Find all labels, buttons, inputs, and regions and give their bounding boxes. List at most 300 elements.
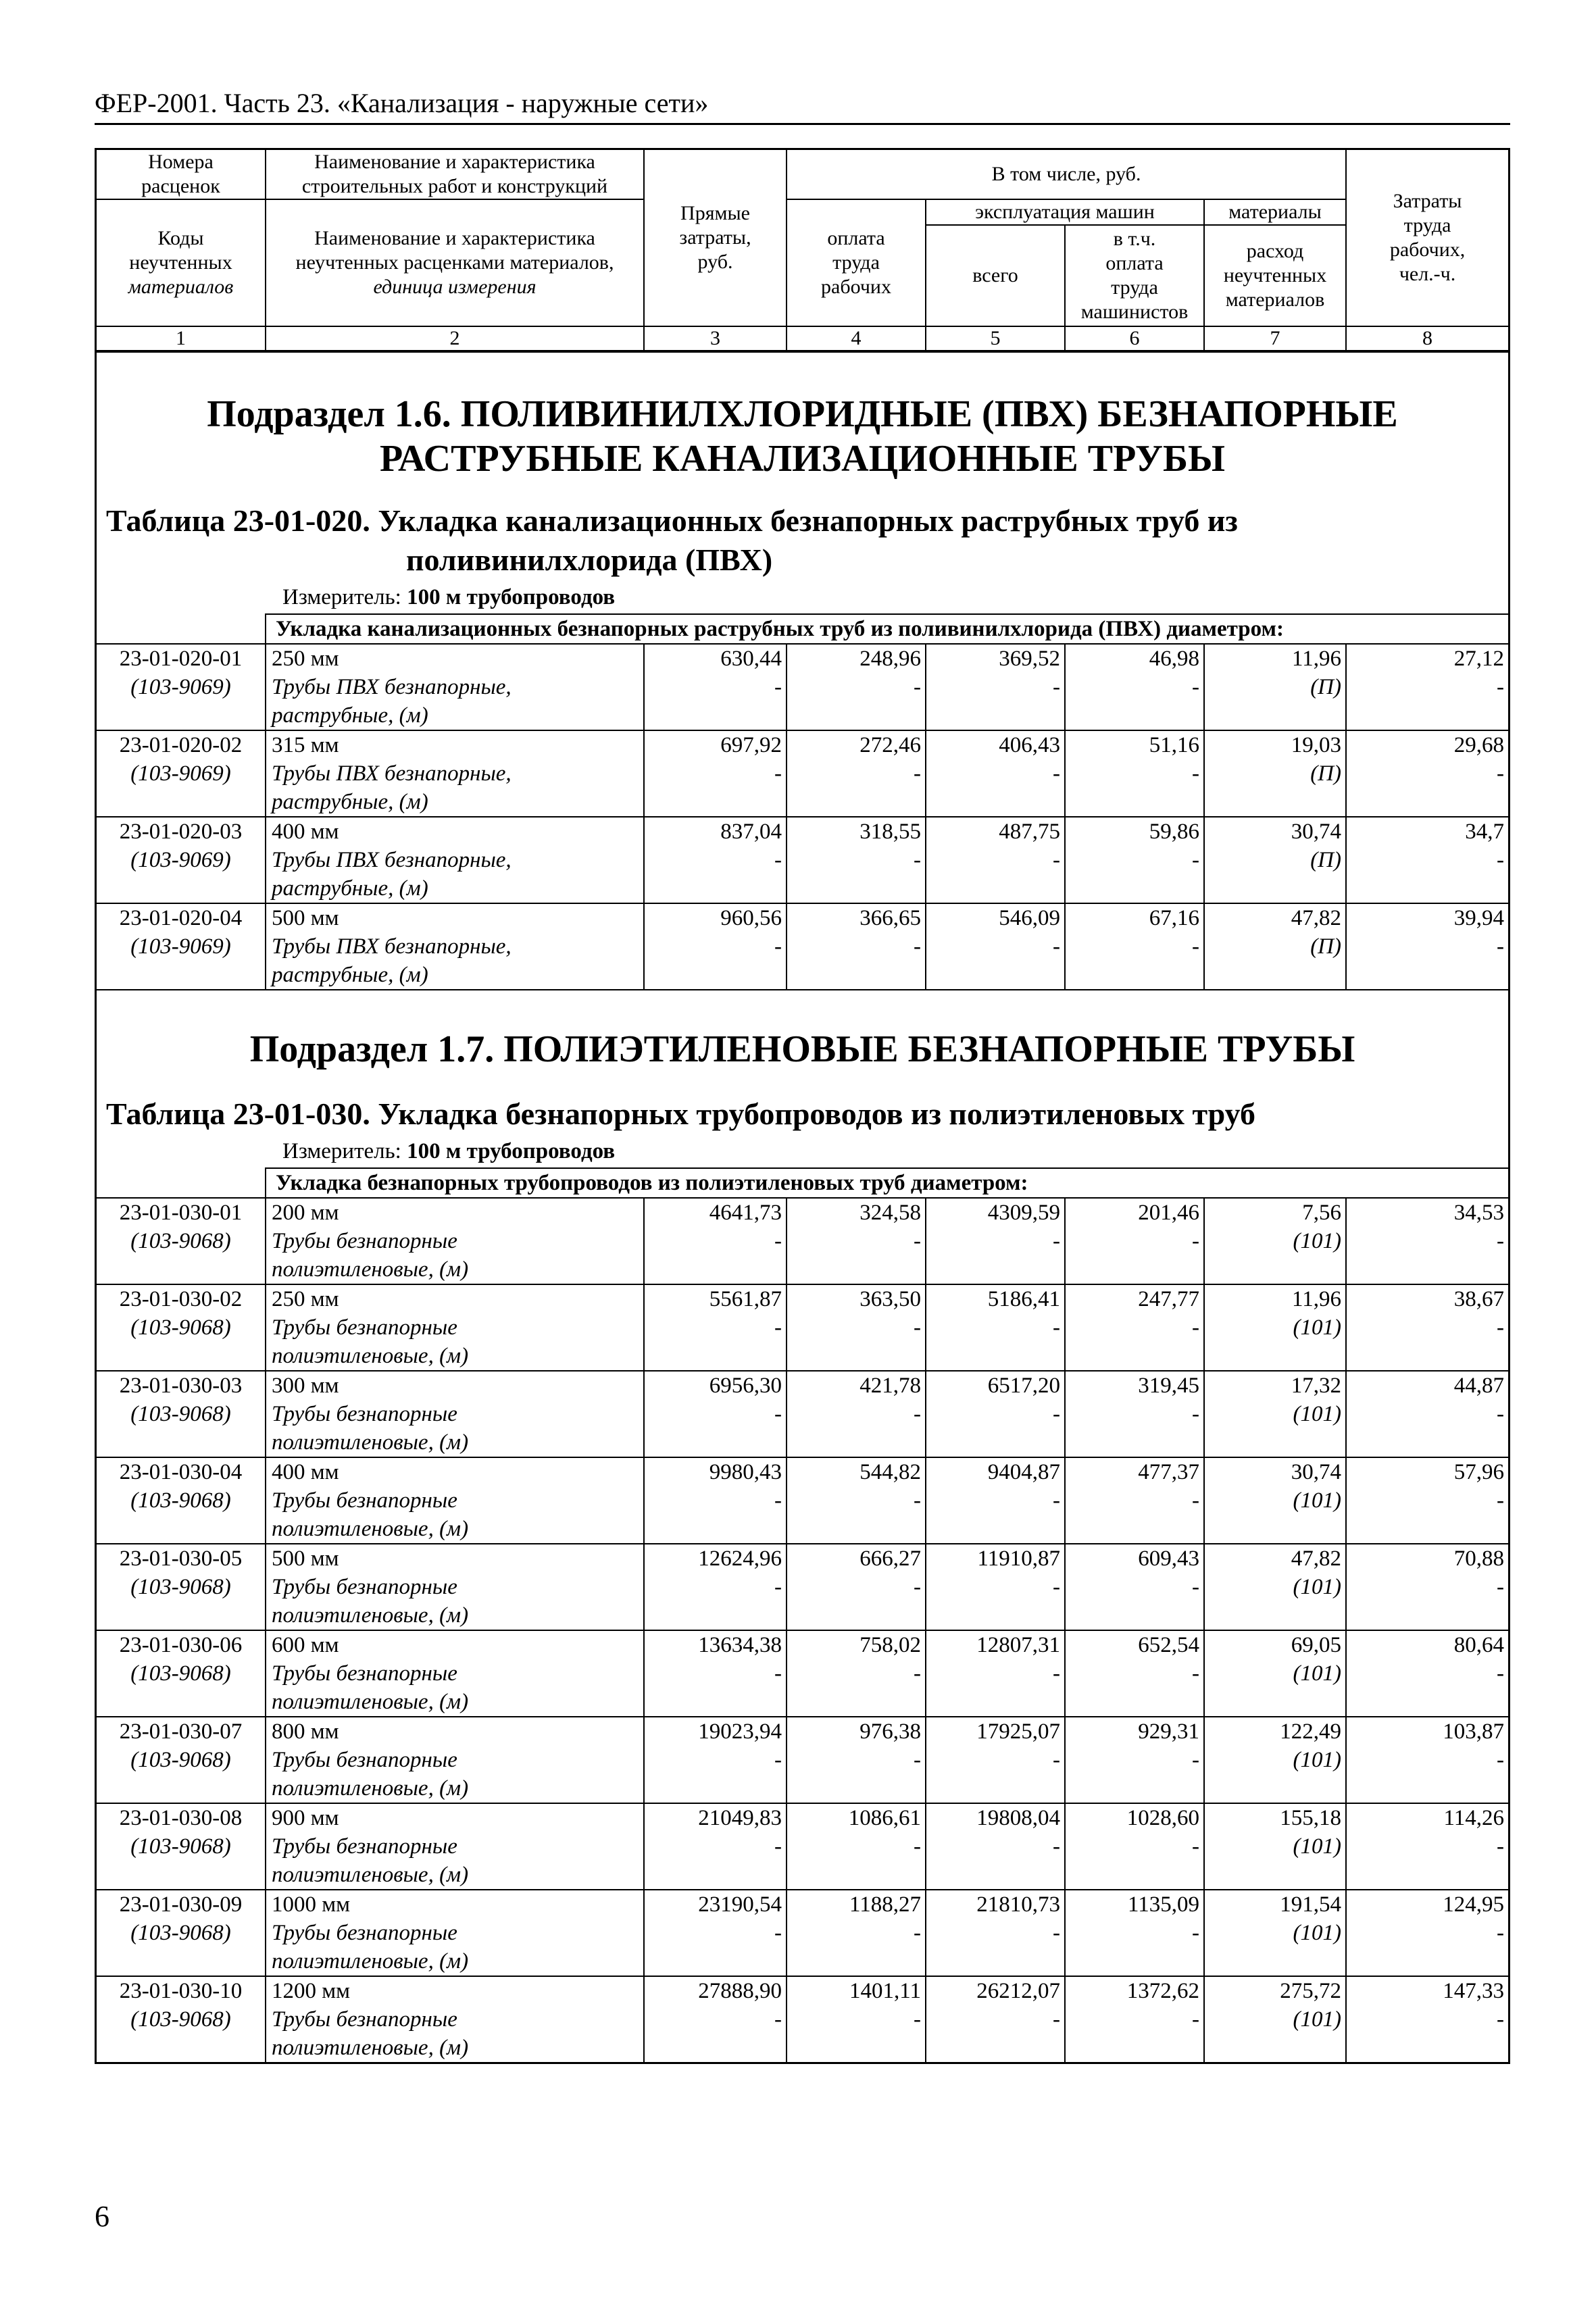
machines-total-value: 21810,73 [976,1892,1060,1917]
table-row [97,1890,1508,1976]
rate-code: 23-01-020-04 [119,906,243,930]
machinist-pay-value: 652,54 [1138,1633,1199,1657]
header-unaccounted-consumption: расход неучтенных материалов [1204,225,1346,326]
column-header [97,148,1508,351]
machines-total-value: 17925,07 [976,1719,1060,1744]
material-name-cont: полиэтиленовые, (м) [272,1344,469,1368]
table-row [97,1371,1508,1457]
machines-total-cell [926,903,1065,989]
dash: - [914,1834,921,1859]
materials-note: (101) [1293,2007,1341,2032]
rate-code: 23-01-030-09 [119,1892,243,1917]
rate-code: 23-01-030-02 [119,1287,243,1311]
direct-costs-value: 12624,96 [698,1546,782,1571]
material-name-cont: раструбные, (м) [272,876,428,901]
material-name: Трубы безнапорные [272,1229,457,1253]
dash: - [1497,1315,1504,1340]
rate-code: 23-01-030-03 [119,1374,243,1398]
work-name-cell [266,1284,644,1371]
direct-costs-cell [644,1976,787,2062]
labor-pay-value: 1401,11 [849,1979,921,2003]
dash: - [1497,1661,1504,1686]
diameter: 250 мм [272,647,339,671]
dash: - [774,848,782,872]
labor-pay-cell [787,1371,926,1457]
table-row [97,1284,1508,1371]
header-machinist-pay: в т.ч. оплата труда машинистов [1065,225,1204,326]
diameter: 400 мм [272,820,339,844]
rate-code: 23-01-030-04 [119,1460,243,1484]
header-work-name: Наименование и характеристика строительных работ и конструкций [266,149,644,200]
labor-costs-value: 39,94 [1453,906,1505,930]
machines-total-cell [926,1198,1065,1284]
machinist-pay-cell [1065,1630,1204,1717]
machinist-pay-value: 201,46 [1138,1201,1199,1225]
direct-costs-cell [644,1198,787,1284]
dash: - [1053,1402,1060,1426]
header-unaccounted-codes: Коды неучтенных материалов [97,199,266,326]
labor-pay-cell [787,903,926,989]
dash: - [1053,934,1060,959]
machines-total-value: 26212,07 [976,1979,1060,2003]
machinist-pay-value: 929,31 [1138,1719,1199,1744]
dash: - [1497,1575,1504,1599]
material-name: Трубы безнапорные [272,1575,457,1599]
rate-code-cell [97,644,266,730]
machinist-pay-cell [1065,1803,1204,1890]
dash: - [1497,2007,1504,2032]
direct-costs-cell [644,1630,787,1717]
column-number: 2 [266,326,644,351]
rate-code-cell [97,1717,266,1803]
dash: - [914,675,921,699]
labor-costs-value: 34,53 [1453,1201,1504,1225]
column-number: 6 [1065,326,1204,351]
dash: - [914,1575,921,1599]
labor-costs-value: 34,7 [1465,820,1505,844]
labor-costs-cell [1346,1284,1508,1371]
material-name: Трубы безнапорные [272,2007,457,2032]
materials-note: (101) [1293,1575,1341,1599]
material-name-cont: полиэтиленовые, (м) [272,1690,469,1714]
dash: - [1053,675,1060,699]
materials-note: (101) [1293,1402,1341,1426]
material-name-cont: полиэтиленовые, (м) [272,1430,469,1455]
materials-note: (101) [1293,1229,1341,1253]
direct-costs-cell [644,817,787,903]
materials-note: (П) [1310,675,1341,699]
rate-code-cell [97,903,266,989]
material-name: Трубы ПВХ безнапорные, [272,761,512,786]
rate-table-frame [95,148,1510,2064]
direct-costs-cell [644,1544,787,1630]
rate-code: 23-01-020-02 [119,733,243,757]
machines-total-value: 406,43 [999,733,1060,757]
table-row [97,644,1508,730]
material-name: Трубы безнапорные [272,1748,457,1772]
diameter: 400 мм [272,1460,339,1484]
dash: - [1192,934,1199,959]
labor-costs-cell [1346,1457,1508,1544]
diameter: 800 мм [272,1719,339,1744]
machines-total-cell [926,1803,1065,1890]
material-code: (103-9069) [130,848,231,872]
direct-costs-value: 6956,30 [709,1374,782,1398]
materials-note: (101) [1293,1661,1341,1686]
table-row [97,1976,1508,2062]
dash: - [774,761,782,786]
labor-pay-cell [787,1284,926,1371]
material-name: Трубы ПВХ безнапорные, [272,934,512,959]
dash: - [1497,1402,1504,1426]
materials-value: 11,96 [1291,647,1341,671]
dash: - [914,1402,921,1426]
column-number: 4 [787,326,926,351]
materials-value: 7,56 [1302,1201,1341,1225]
labor-costs-value: 114,26 [1443,1806,1504,1830]
dash: - [774,934,782,959]
section-title: Подраздел 1.7. ПОЛИЭТИЛЕНОВЫЕ БЕЗНАПОРНЫЕ ТРУБЫ [97,989,1508,1095]
dash: - [914,1921,921,1945]
materials-value: 19,03 [1291,733,1341,757]
direct-costs-value: 960,56 [720,906,782,930]
direct-costs-value: 27888,90 [698,1979,782,2003]
column-number: 8 [1346,326,1508,351]
dash: - [914,1315,921,1340]
labor-costs-cell [1346,1371,1508,1457]
labor-pay-value: 666,27 [859,1546,921,1571]
dash: - [1192,1315,1199,1340]
rate-code: 23-01-030-05 [119,1546,243,1571]
table-row [97,1717,1508,1803]
labor-costs-value: 38,67 [1453,1287,1504,1311]
machines-total-value: 6517,20 [987,1374,1060,1398]
material-name: Трубы безнапорные [272,1921,457,1945]
labor-costs-cell [1346,1890,1508,1976]
material-name-cont: полиэтиленовые, (м) [272,1257,469,1282]
dash: - [914,761,921,786]
dash: - [1192,1575,1199,1599]
materials-cell [1204,1544,1346,1630]
labor-costs-value: 80,64 [1453,1633,1504,1657]
labor-costs-cell [1346,1630,1508,1717]
labor-pay-value: 758,02 [859,1633,921,1657]
machinist-pay-value: 1372,62 [1126,1979,1199,2003]
material-code: (103-9068) [130,1921,231,1945]
diameter: 300 мм [272,1374,339,1398]
material-code: (103-9068) [130,1315,231,1340]
labor-pay-cell [787,1198,926,1284]
material-name: Трубы безнапорные [272,1661,457,1686]
materials-cell [1204,644,1346,730]
material-code: (103-9069) [130,675,231,699]
labor-pay-value: 272,46 [859,733,921,757]
rate-code: 23-01-030-01 [119,1201,243,1225]
material-code: (103-9068) [130,1402,231,1426]
work-name-cell [266,730,644,817]
rate-code-cell [97,1198,266,1284]
material-name: Трубы безнапорные [272,1834,457,1859]
dash: - [774,1402,782,1426]
material-code: (103-9068) [130,2007,231,2032]
material-code: (103-9069) [130,761,231,786]
dash: - [1192,1834,1199,1859]
table-subcaption: Укладка канализационных безнапорных раструбных труб из поливинилхлорида (ПВХ) диаметром: [266,614,1508,644]
material-name: Трубы безнапорные [272,1488,457,1513]
dash: - [774,1748,782,1772]
work-name-cell [266,903,644,989]
rate-code-cell [97,1544,266,1630]
materials-note: (101) [1293,1748,1341,1772]
machines-total-cell [926,644,1065,730]
materials-cell [1204,1717,1346,1803]
labor-costs-cell [1346,730,1508,817]
machinist-pay-value: 1135,09 [1127,1892,1199,1917]
materials-value: 122,49 [1280,1719,1341,1744]
direct-costs-value: 630,44 [720,647,782,671]
dash: - [774,1661,782,1686]
rate-code-cell [97,1630,266,1717]
dash: - [774,1315,782,1340]
dash: - [1053,1661,1060,1686]
column-number: 5 [926,326,1065,351]
machines-total-cell [926,1890,1065,1976]
dash: - [914,2007,921,2032]
direct-costs-cell [644,1284,787,1371]
labor-pay-value: 1086,61 [848,1806,921,1830]
labor-costs-cell [1346,1803,1508,1890]
labor-pay-cell [787,1976,926,2062]
table-title: Таблица 23-01-030. Укладка безнапорных трубопроводов из полиэтиленовых труб [106,1097,1255,1131]
material-name-cont: раструбные, (м) [272,963,428,987]
labor-pay-value: 248,96 [859,647,921,671]
machines-total-cell [926,1371,1065,1457]
materials-value: 275,72 [1280,1979,1341,2003]
dash: - [914,1488,921,1513]
table-row [97,903,1508,989]
materials-value: 11,96 [1291,1287,1341,1311]
materials-cell [1204,817,1346,903]
dash: - [1497,1229,1504,1253]
labor-pay-value: 318,55 [859,820,921,844]
machinist-pay-cell [1065,817,1204,903]
direct-costs-cell [644,903,787,989]
machinist-pay-value: 319,45 [1138,1374,1199,1398]
rate-code-cell [97,1284,266,1371]
material-code: (103-9068) [130,1575,231,1599]
rate-code-cell [97,1371,266,1457]
dash: - [1497,1921,1504,1945]
work-name-cell [266,1976,644,2062]
materials-note: (101) [1293,1315,1341,1340]
dash: - [1053,1921,1060,1945]
table-subcaption: Укладка безнапорных трубопроводов из полиэтиленовых труб диаметром: [266,1168,1508,1198]
material-name: Трубы безнапорные [272,1402,457,1426]
header-direct-costs: Прямые затраты, руб. [644,149,787,327]
direct-costs-cell [644,730,787,817]
labor-costs-value: 124,95 [1443,1892,1504,1917]
dash: - [774,1921,782,1945]
machines-total-value: 369,52 [999,647,1060,671]
machinist-pay-value: 59,86 [1149,820,1199,844]
table-row [97,1544,1508,1630]
materials-cell [1204,903,1346,989]
rates-table [97,1167,1508,2062]
dash: - [1053,1834,1060,1859]
labor-pay-cell [787,1890,926,1976]
header-labor-costs: Затраты труда рабочих, чел.-ч. [1346,149,1508,327]
dash: - [914,934,921,959]
direct-costs-value: 837,04 [720,820,782,844]
rate-code-cell [97,730,266,817]
dash: - [1192,675,1199,699]
materials-value: 69,05 [1291,1633,1341,1657]
labor-pay-cell [787,1544,926,1630]
machines-total-cell [926,1976,1065,2062]
rate-code-cell [97,1890,266,1976]
machines-total-value: 9404,87 [987,1460,1060,1484]
machinist-pay-cell [1065,1717,1204,1803]
dash: - [1053,2007,1060,2032]
diameter: 600 мм [272,1633,339,1657]
work-name-cell [266,1371,644,1457]
diameter: 500 мм [272,906,339,930]
machinist-pay-value: 609,43 [1138,1546,1199,1571]
direct-costs-value: 697,92 [720,733,782,757]
materials-note: (П) [1310,848,1341,872]
labor-pay-value: 324,58 [859,1201,921,1225]
dash: - [774,1575,782,1599]
dash: - [914,1229,921,1253]
labor-pay-cell [787,1457,926,1544]
table-row [97,1457,1508,1544]
machines-total-cell [926,1544,1065,1630]
materials-note: (101) [1293,1488,1341,1513]
table-row [97,1803,1508,1890]
machines-total-cell [926,730,1065,817]
labor-pay-value: 976,38 [859,1719,921,1744]
header-materials: материалы [1204,199,1346,225]
machines-total-cell [926,1457,1065,1544]
labor-costs-cell [1346,1544,1508,1630]
labor-costs-cell [1346,644,1508,730]
machinist-pay-cell [1065,730,1204,817]
diameter: 315 мм [272,733,339,757]
diameter: 1200 мм [272,1979,351,2003]
direct-costs-value: 5561,87 [709,1287,782,1311]
direct-costs-value: 19023,94 [698,1719,782,1744]
materials-cell [1204,1630,1346,1717]
rate-code-cell [97,1803,266,1890]
labor-costs-value: 29,68 [1453,733,1505,757]
materials-cell [1204,1371,1346,1457]
rates-table [97,613,1508,989]
running-head: ФЕР-2001. Часть 23. «Канализация - наружные сети» [95,86,1510,125]
diameter: 200 мм [272,1201,339,1225]
machinist-pay-cell [1065,1284,1204,1371]
machinist-pay-cell [1065,1890,1204,1976]
material-name-cont: полиэтиленовые, (м) [272,1603,469,1628]
rate-code: 23-01-020-03 [119,820,243,844]
machinist-pay-value: 51,16 [1149,733,1199,757]
material-code: (103-9069) [130,934,231,959]
diameter: 900 мм [272,1806,339,1830]
machines-total-value: 4309,59 [987,1201,1060,1225]
labor-pay-cell [787,1630,926,1717]
material-name: Трубы ПВХ безнапорные, [272,675,512,699]
table-row [97,730,1508,817]
direct-costs-value: 21049,83 [698,1806,782,1830]
dash: - [1192,1921,1199,1945]
material-name-cont: полиэтиленовые, (м) [272,1863,469,1887]
machines-total-value: 5186,41 [987,1287,1060,1311]
machinist-pay-value: 247,77 [1138,1287,1199,1311]
direct-costs-cell [644,1803,787,1890]
rate-code-cell [97,1457,266,1544]
materials-value: 191,54 [1280,1892,1341,1917]
labor-costs-value: 57,96 [1453,1460,1504,1484]
dash: - [1497,1834,1504,1859]
direct-costs-cell [644,1371,787,1457]
materials-value: 47,82 [1291,1546,1341,1571]
materials-cell [1204,1976,1346,2062]
dash: - [1053,1748,1060,1772]
dash: - [1497,1748,1504,1772]
material-code: (103-9068) [130,1661,231,1686]
machinist-pay-value: 67,16 [1149,906,1199,930]
column-number: 1 [97,326,266,351]
material-name-cont: раструбные, (м) [272,703,428,728]
materials-cell [1204,1198,1346,1284]
table-row [97,817,1508,903]
table-row [97,1198,1508,1284]
dash: - [1192,1402,1199,1426]
work-name-cell [266,1457,644,1544]
materials-cell [1204,1890,1346,1976]
labor-costs-value: 27,12 [1453,647,1505,671]
unit-of-measure: Измеритель: 100 м трубопроводов [282,585,616,609]
diameter: 500 мм [272,1546,339,1571]
diameter: 1000 мм [272,1892,351,1917]
dash: - [1053,1488,1060,1513]
materials-cell [1204,1284,1346,1371]
dash: - [1053,1229,1060,1253]
work-name-cell [266,1890,644,1976]
page [95,86,1510,2064]
header-including: В том числе, руб. [787,149,1346,200]
dash: - [914,1661,921,1686]
labor-costs-cell [1346,817,1508,903]
column-number: 7 [1204,326,1346,351]
rate-code-cell [97,817,266,903]
dash: - [1497,675,1505,699]
dash: - [774,2007,782,2032]
dash: - [1192,1488,1199,1513]
dash: - [1497,761,1505,786]
dash: - [774,1834,782,1859]
direct-costs-cell [644,1890,787,1976]
materials-value: 47,82 [1291,906,1341,930]
labor-costs-cell [1346,1717,1508,1803]
machines-total-cell [926,1630,1065,1717]
work-name-cell [266,1544,644,1630]
dash: - [774,1488,782,1513]
machines-total-cell [926,817,1065,903]
dash: - [1192,848,1199,872]
page-number: 6 [95,2200,109,2233]
material-code: (103-9068) [130,1834,231,1859]
table-row [97,1630,1508,1717]
